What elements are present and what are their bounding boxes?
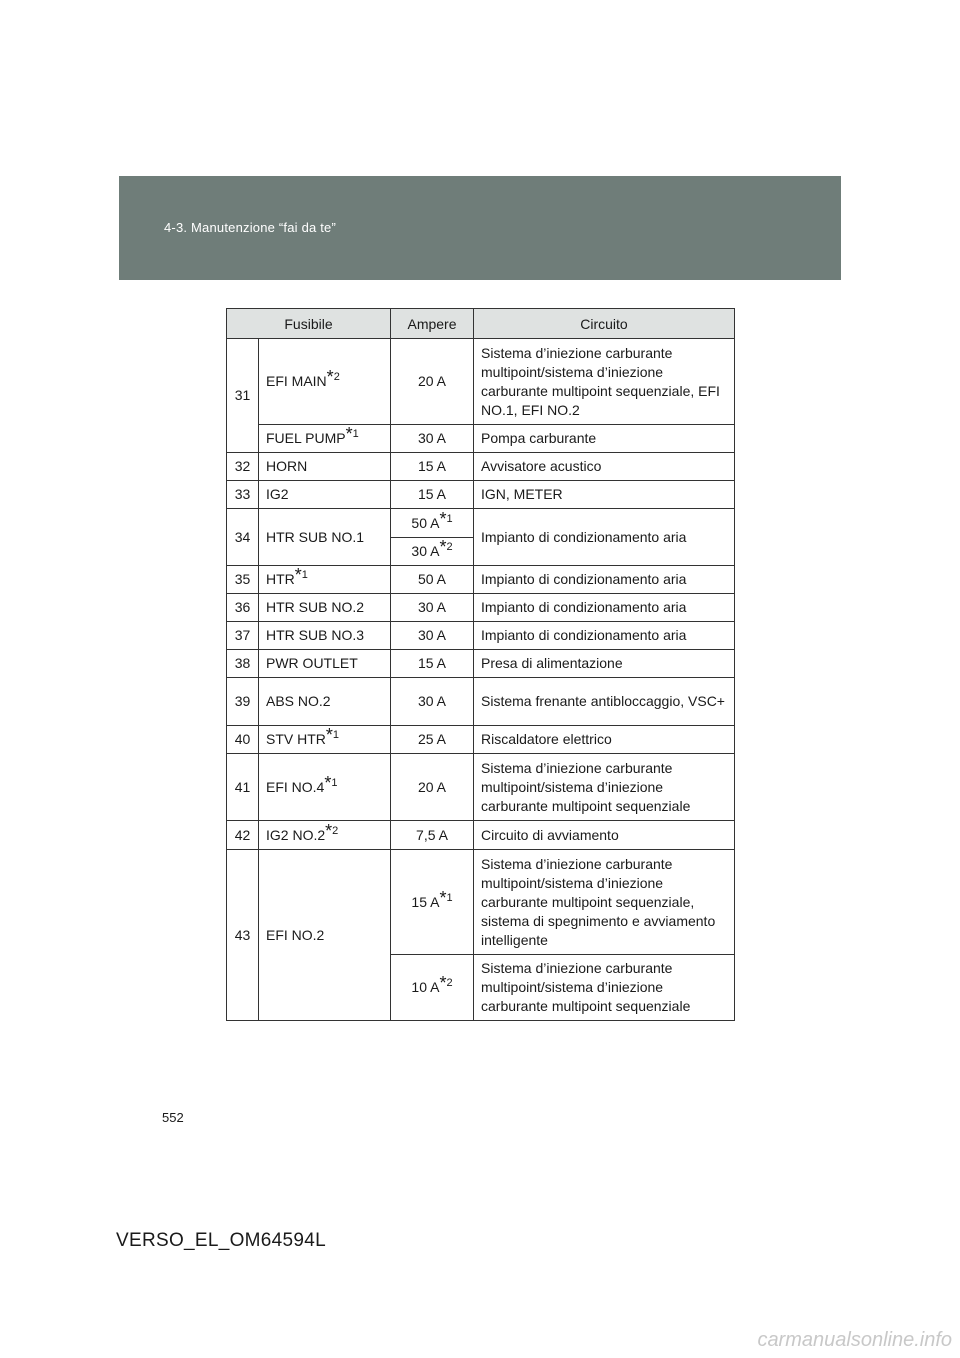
table-row	[227, 622, 735, 650]
fuse-ampere: 20 A	[391, 339, 474, 425]
fuse-ampere: 30 A	[391, 425, 474, 453]
footnote-marker: *1	[439, 508, 453, 529]
section-title: 4-3. Manutenzione “fai da te”	[164, 220, 337, 235]
footnote-marker: *2	[325, 820, 339, 841]
table-row	[227, 726, 735, 754]
fuse-name: IG2	[259, 481, 391, 509]
fuse-circuit: Impianto di condizionamento aria	[474, 566, 735, 594]
fuse-name: HTR SUB NO.2	[259, 594, 391, 622]
fuse-name: STV HTR$^{*1}$	[259, 726, 391, 754]
fuse-number: 31	[227, 339, 259, 453]
column-header-circuit: Circuito	[474, 309, 735, 339]
fuse-number: 39	[227, 678, 259, 726]
fuse-name: HTR SUB NO.1	[259, 509, 391, 566]
fuse-number: 36	[227, 594, 259, 622]
fuse-number: 32	[227, 453, 259, 481]
fuse-circuit: Sistema d’iniezione carburante multipoint/sistema d’iniezione carburante multipoint sequenziale, EFI NO.1, EFI NO.2	[474, 339, 735, 425]
table-row	[227, 481, 735, 509]
fuse-circuit: Sistema frenante antibloccaggio, VSC+	[474, 678, 735, 726]
table-header-row	[227, 309, 735, 339]
fuse-circuit: Sistema d’iniezione carburante multipoint/sistema d’iniezione carburante multipoint sequenziale, sistema di spegnimento e avviamento intelligente	[474, 850, 735, 955]
footnote-marker: *2	[439, 973, 453, 993]
table-row	[227, 678, 735, 726]
fuse-name: EFI NO.2	[259, 850, 391, 1021]
table-row	[227, 566, 735, 594]
fuse-ampere: 30 A	[391, 678, 474, 726]
fuse-number: 43	[227, 850, 259, 1021]
table-row	[227, 339, 735, 425]
fuse-name: FUEL PUMP$^{*1}$	[259, 425, 391, 453]
fuse-circuit: Circuito di avviamento	[474, 821, 735, 850]
fuse-ampere: 7,5 A	[391, 821, 474, 850]
column-header-ampere: Ampere	[391, 309, 474, 339]
fuse-circuit: Impianto di condizionamento aria	[474, 594, 735, 622]
footnote-marker: *2	[326, 367, 340, 387]
fuse-number: 34	[227, 509, 259, 566]
table-row	[227, 754, 735, 821]
fuse-circuit: Riscaldatore elettrico	[474, 726, 735, 754]
footnote-marker: *1	[294, 565, 308, 585]
fuse-ampere: 25 A	[391, 726, 474, 754]
fuse-name: PWR OUTLET	[259, 650, 391, 678]
header-band	[119, 176, 841, 280]
table-row	[227, 509, 735, 538]
table-row	[227, 594, 735, 622]
fuse-ampere: 15 A	[391, 481, 474, 509]
fuse-circuit: Impianto di condizionamento aria	[474, 509, 735, 566]
fuse-name: EFI MAIN$^{*2}$	[259, 339, 391, 425]
fuse-ampere: 30 A	[391, 594, 474, 622]
fuse-ampere: 50 A	[391, 566, 474, 594]
fuse-name: EFI NO.4$^{*1}$	[259, 754, 391, 821]
fuse-circuit: IGN, METER	[474, 481, 735, 509]
fuse-name: HTR SUB NO.3	[259, 622, 391, 650]
fuse-table	[226, 308, 735, 1021]
footnote-marker: *1	[345, 424, 359, 444]
fuse-number: 40	[227, 726, 259, 754]
fuse-name: IG2 NO.2$^{*2}$	[259, 821, 391, 850]
fuse-number: 41	[227, 754, 259, 821]
fuse-number: 38	[227, 650, 259, 678]
table-row	[227, 850, 735, 955]
fuse-circuit: Sistema d’iniezione carburante multipoint/sistema d’iniezione carburante multipoint sequenziale	[474, 955, 735, 1021]
fuse-number: 33	[227, 481, 259, 509]
fuse-number: 35	[227, 566, 259, 594]
page-number: 552	[162, 1110, 184, 1125]
fuse-circuit: Pompa carburante	[474, 425, 735, 453]
fuse-circuit: Presa di alimentazione	[474, 650, 735, 678]
footnote-marker: *1	[439, 887, 453, 908]
column-header-fuse: Fusibile	[227, 309, 391, 339]
footnote-marker: *1	[324, 772, 338, 793]
footnote-marker: *2	[439, 537, 453, 557]
fuse-ampere: 15 A	[391, 650, 474, 678]
fuse-name: HTR$^{*1}$	[259, 566, 391, 594]
fuse-number: 37	[227, 622, 259, 650]
fuse-circuit: Sistema d’iniezione carburante multipoint/sistema d’iniezione carburante multipoint sequenziale	[474, 754, 735, 821]
fuse-ampere: 20 A	[391, 754, 474, 821]
table-row	[227, 425, 735, 453]
fuse-ampere: 15 A	[391, 453, 474, 481]
fuse-ampere: 50 $A^{*1}$	[391, 509, 474, 538]
footnote-marker: *1	[325, 725, 340, 745]
fuse-name: ABS NO.2	[259, 678, 391, 726]
fuse-circuit: Avvisatore acustico	[474, 453, 735, 481]
table-row	[227, 650, 735, 678]
fuse-circuit: Impianto di condizionamento aria	[474, 622, 735, 650]
fuse-ampere: 15 $A^{*1}$	[391, 850, 474, 955]
watermark: carmanualsonline.info	[757, 1329, 952, 1351]
fuse-ampere: 30 $A^{*2}$	[391, 538, 474, 566]
fuse-name: HORN	[259, 453, 391, 481]
fuse-ampere: 30 A	[391, 622, 474, 650]
table-row	[227, 821, 735, 850]
table-row	[227, 453, 735, 481]
document-code: VERSO_EL_OM64594L	[116, 1230, 326, 1251]
fuse-ampere: 10 $A^{*2}$	[391, 955, 474, 1021]
fuse-number: 42	[227, 821, 259, 850]
